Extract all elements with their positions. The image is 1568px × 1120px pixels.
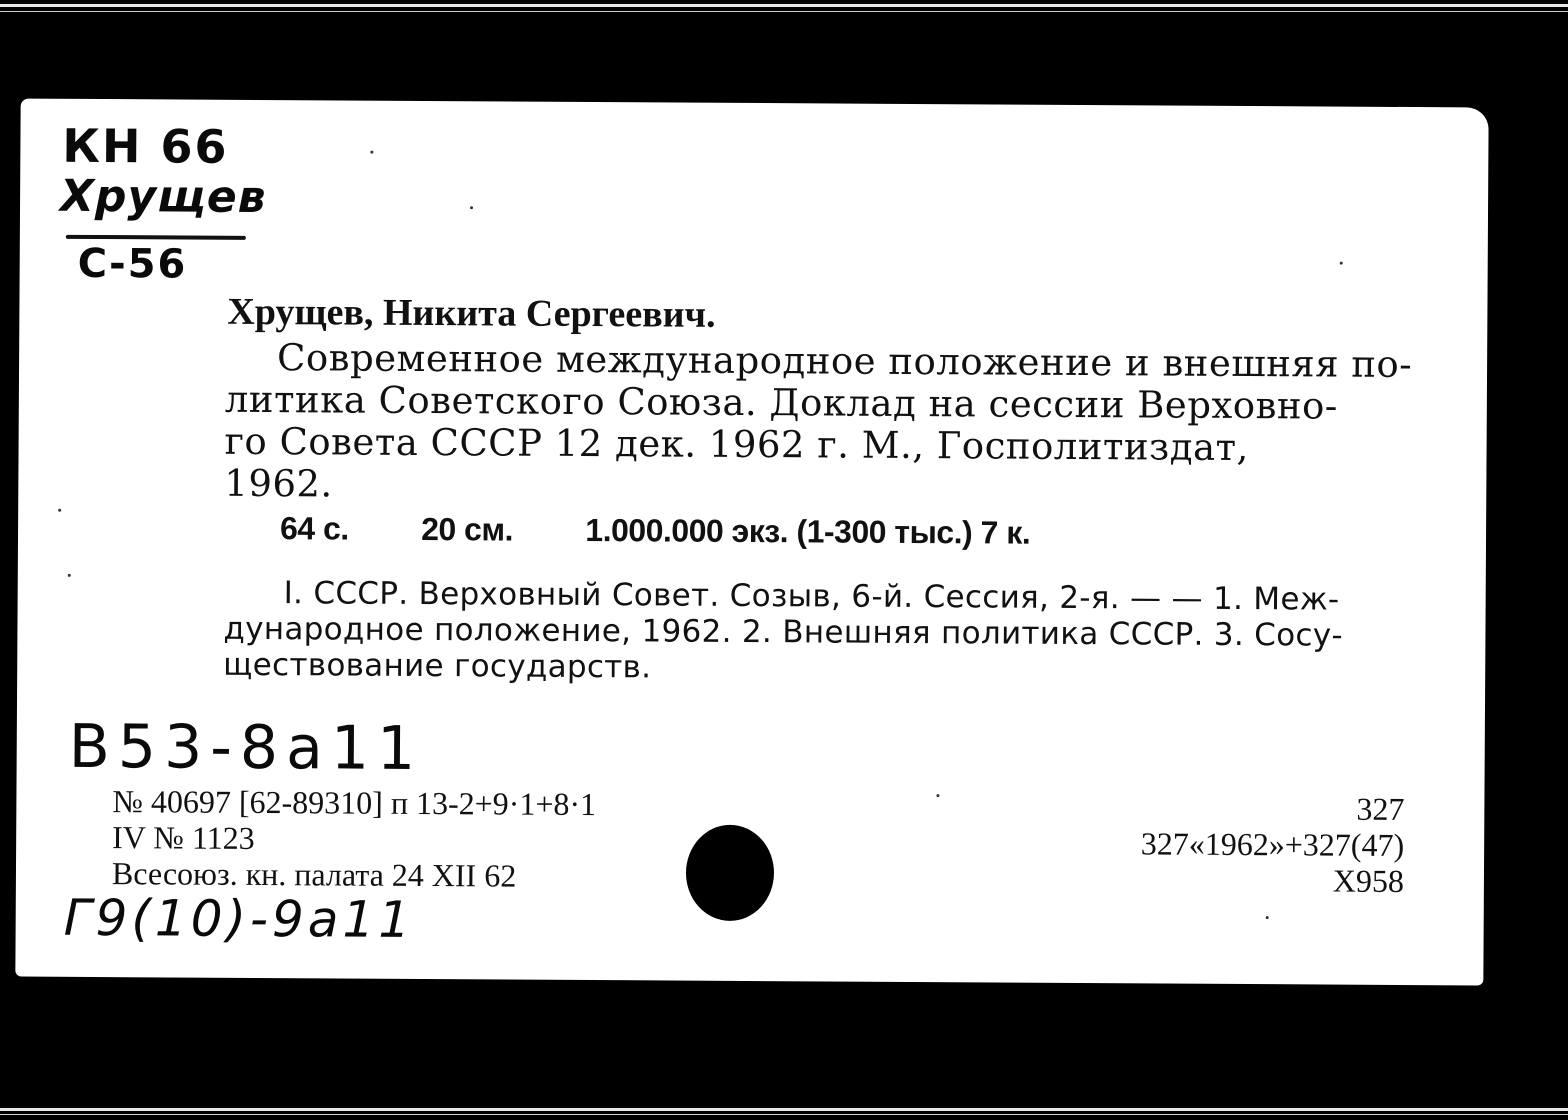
record-subjects-line: ществование государств. — [223, 646, 652, 686]
scan-speck — [68, 574, 71, 577]
record-title-line: литика Советского Союза. Доклад на сессии Верховно- — [224, 377, 1339, 428]
scan-border-bottom-thin — [0, 1114, 1568, 1115]
scan-border-bottom — [0, 1108, 1568, 1111]
footer-left-line: Всесоюз. кн. палата 24 XII 62 — [111, 855, 517, 894]
scan-speck — [58, 509, 61, 512]
scan-border-top-thin — [0, 11, 1568, 12]
scan-speck — [370, 151, 373, 154]
scan-speck — [1266, 916, 1269, 919]
catalog-card — [15, 99, 1488, 986]
scan-speck — [936, 794, 939, 797]
handwritten-classification: В53-8а11 — [68, 711, 424, 784]
record-collation — [280, 510, 1030, 552]
record-title-line: Современное международное положение и внешняя по- — [276, 336, 1413, 387]
footer-left-line: IV № 1123 — [112, 819, 255, 856]
record-author: Хрущев, Никита Сергеевич. — [227, 290, 716, 336]
scan-border-top — [0, 4, 1568, 7]
collation-pages: 64 с. — [279, 510, 349, 547]
footer-right-line: Х958 — [1332, 862, 1405, 899]
record-subjects-line: дународное положение, 1962. 2. Внешняя политика СССР. 3. Сосу- — [223, 610, 1344, 654]
record-subjects-line: I. СССР. Верховный Совет. Созыв, 6-й. Сессия, 2-я. — — 1. Меж- — [283, 575, 1340, 618]
footer-right-line: 327 — [1356, 790, 1405, 827]
handwritten-underline — [66, 235, 246, 240]
handwritten-shelf-mark: С-56 — [77, 240, 188, 288]
record-title-line: 1962. — [224, 461, 333, 506]
footer-right-line: 327«1962»+327(47) — [1140, 825, 1405, 863]
footer-left-line: № 40697 [62-89310] п 13-2+9·1+8·1 — [112, 783, 597, 823]
collation-size: 20 см. — [421, 510, 514, 548]
handwritten-call-number: КН 66 — [62, 118, 229, 174]
scan-speck — [470, 206, 473, 209]
scan-speck — [1340, 262, 1343, 265]
collation-copies: 1.000.000 экз. (1-300 тыс.) 7 к. — [585, 511, 1031, 551]
record-title-line: го Совета СССР 12 дек. 1962 г. М., Госполитиздат, — [224, 419, 1249, 470]
punch-hole — [686, 825, 775, 922]
handwritten-surname: Хрущев — [59, 170, 267, 224]
handwritten-classification-2: Г9(10)-9а11 — [63, 888, 415, 949]
